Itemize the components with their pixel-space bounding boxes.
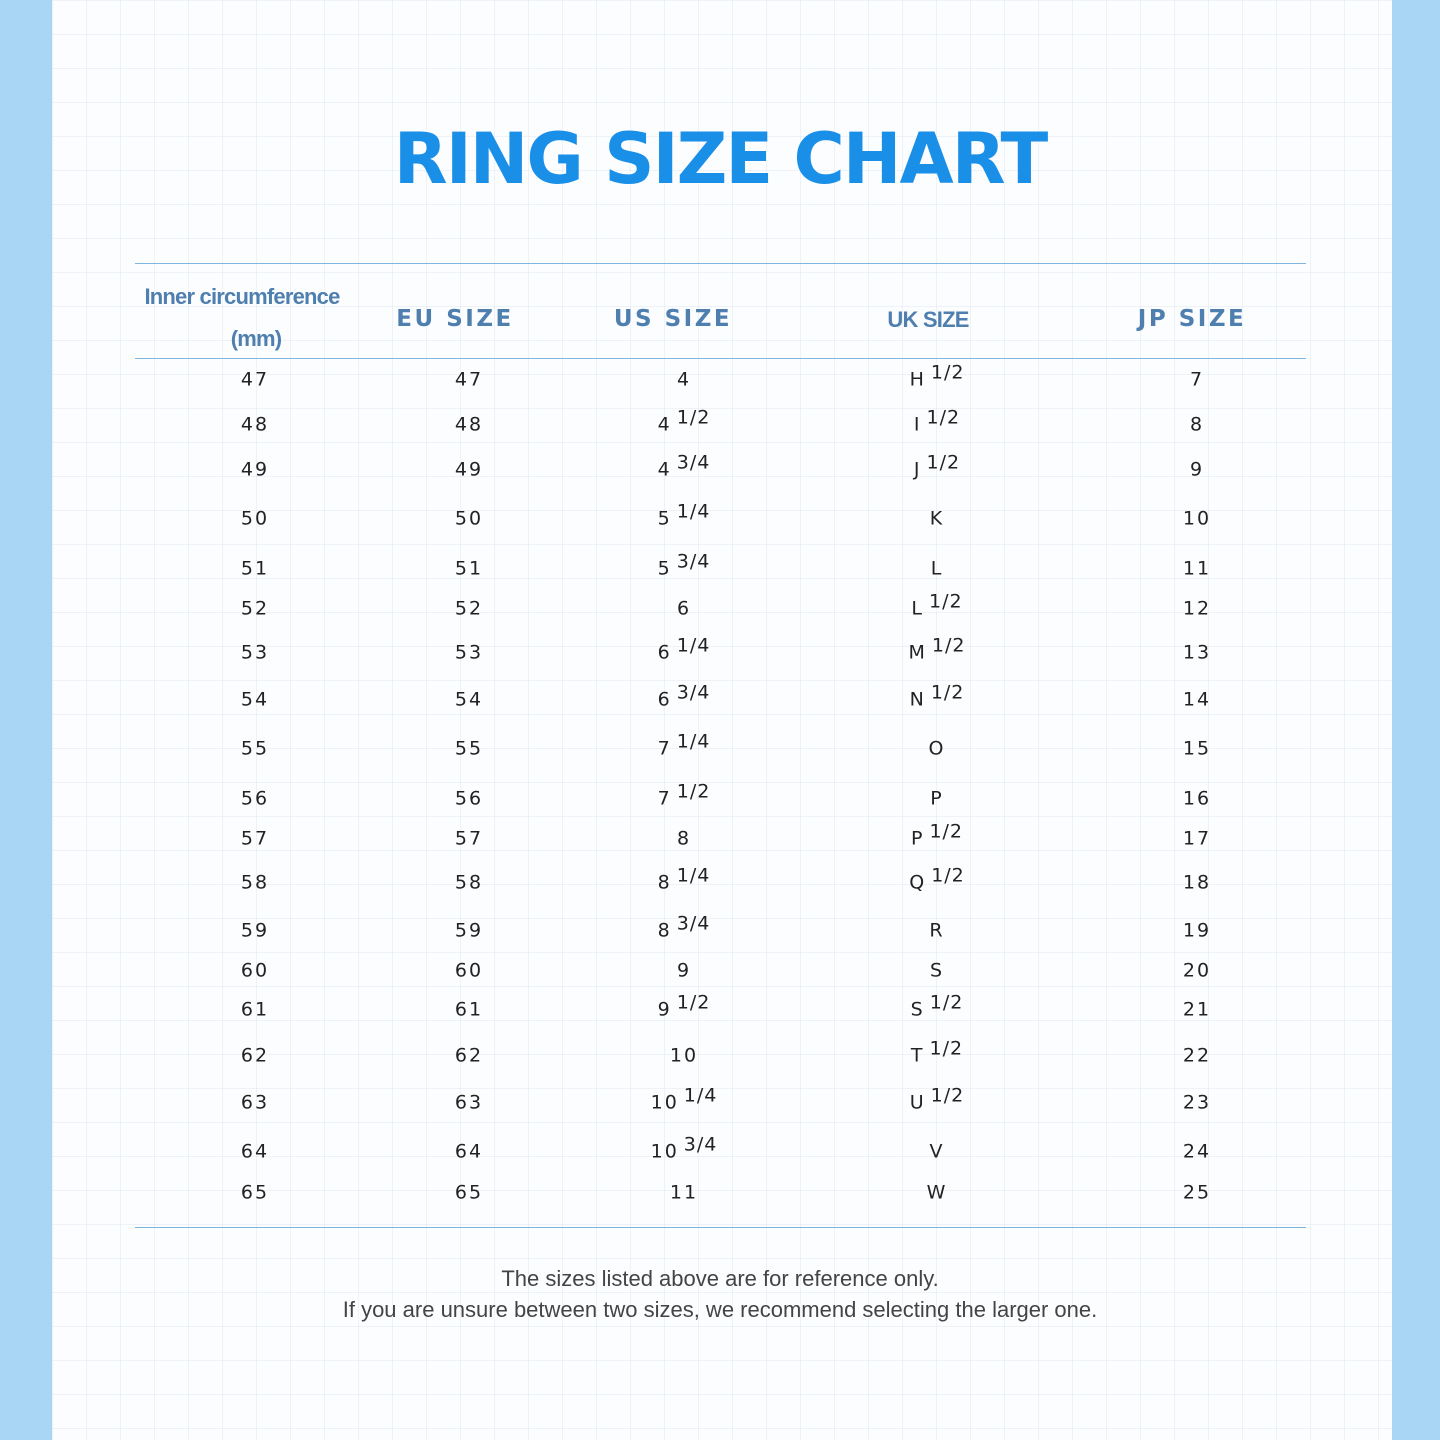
cell-jp: 10 — [1182, 507, 1212, 530]
cell-mm: 49 — [240, 458, 270, 481]
cell-mm: 59 — [240, 919, 270, 942]
cell-jp: 17 — [1182, 827, 1212, 850]
cell-jp: 8 — [1189, 413, 1205, 436]
cell-us: 7 1/2 — [657, 780, 711, 810]
cell-mm: 64 — [240, 1140, 270, 1163]
cell-mm: 50 — [240, 507, 270, 530]
cell-jp: 16 — [1182, 787, 1212, 810]
table-top-rule — [135, 263, 1306, 264]
cell-uk: U 1/2 — [909, 1084, 965, 1114]
cell-mm: 53 — [240, 641, 270, 664]
cell-us: 11 — [669, 1181, 699, 1204]
cell-eu: 64 — [454, 1140, 484, 1163]
cell-us: 4 3/4 — [657, 451, 711, 481]
cell-uk: Q 1/2 — [909, 864, 965, 894]
cell-uk: J 1/2 — [913, 451, 961, 481]
cell-mm: 56 — [240, 787, 270, 810]
cell-us: 9 1/2 — [657, 991, 711, 1021]
header-jp-size: JP SIZE — [1137, 306, 1247, 332]
cell-jp: 18 — [1182, 871, 1212, 894]
cell-eu: 62 — [454, 1044, 484, 1067]
cell-us: 10 — [669, 1044, 699, 1067]
cell-uk: P — [930, 787, 944, 810]
cell-jp: 9 — [1189, 458, 1205, 481]
cell-uk: W — [926, 1181, 948, 1204]
cell-mm: 65 — [240, 1181, 270, 1204]
chart-sheet — [52, 0, 1392, 1440]
cell-mm: 60 — [240, 959, 270, 982]
cell-mm: 54 — [240, 688, 270, 711]
cell-jp: 22 — [1182, 1044, 1212, 1067]
header-eu-size: EU SIZE — [396, 306, 514, 332]
cell-mm: 58 — [240, 871, 270, 894]
cell-jp: 24 — [1182, 1140, 1212, 1163]
cell-eu: 52 — [454, 597, 484, 620]
cell-uk: L 1/2 — [911, 590, 963, 620]
cell-jp: 11 — [1182, 557, 1212, 580]
cell-uk: T 1/2 — [910, 1037, 964, 1067]
cell-eu: 47 — [454, 368, 484, 391]
cell-uk: N 1/2 — [909, 681, 965, 711]
cell-eu: 57 — [454, 827, 484, 850]
cell-us: 4 1/2 — [657, 406, 711, 436]
cell-jp: 12 — [1182, 597, 1212, 620]
cell-uk: R — [929, 919, 945, 942]
cell-mm: 51 — [240, 557, 270, 580]
table-bottom-rule — [135, 1227, 1306, 1228]
cell-jp: 20 — [1182, 959, 1212, 982]
cell-eu: 58 — [454, 871, 484, 894]
cell-us: 5 3/4 — [657, 550, 711, 580]
cell-uk: P 1/2 — [910, 820, 964, 850]
footnote-recommendation: If you are unsure between two sizes, we recommend selecting the larger one. — [342, 1297, 1098, 1322]
cell-mm: 47 — [240, 368, 270, 391]
cell-eu: 53 — [454, 641, 484, 664]
cell-us: 6 3/4 — [657, 681, 711, 711]
cell-mm: 62 — [240, 1044, 270, 1067]
cell-uk: O — [928, 737, 946, 760]
cell-jp: 21 — [1182, 998, 1212, 1021]
header-us-size: US SIZE — [613, 306, 733, 332]
header-circumference: Inner circumference — [144, 284, 340, 309]
cell-uk: M 1/2 — [908, 634, 966, 664]
cell-us: 8 — [676, 827, 692, 850]
cell-eu: 63 — [454, 1091, 484, 1114]
cell-eu: 51 — [454, 557, 484, 580]
table-header-rule — [135, 358, 1306, 359]
cell-eu: 56 — [454, 787, 484, 810]
cell-uk: K — [929, 507, 945, 530]
header-uk-size: UK SIZE — [887, 307, 969, 332]
cell-mm: 57 — [240, 827, 270, 850]
cell-eu: 65 — [454, 1181, 484, 1204]
cell-uk: H 1/2 — [909, 361, 965, 391]
cell-us: 6 1/4 — [657, 634, 711, 664]
cell-jp: 19 — [1182, 919, 1212, 942]
cell-eu: 54 — [454, 688, 484, 711]
cell-us: 10 1/4 — [650, 1084, 718, 1114]
cell-jp: 13 — [1182, 641, 1212, 664]
cell-mm: 52 — [240, 597, 270, 620]
cell-eu: 60 — [454, 959, 484, 982]
cell-uk: V — [929, 1140, 945, 1163]
cell-mm: 55 — [240, 737, 270, 760]
cell-us: 10 3/4 — [650, 1133, 718, 1163]
cell-uk: L — [930, 557, 944, 580]
cell-eu: 50 — [454, 507, 484, 530]
cell-us: 6 — [676, 597, 692, 620]
footnote-reference: The sizes listed above are for reference only. — [501, 1266, 939, 1291]
cell-mm: 63 — [240, 1091, 270, 1114]
cell-uk: S 1/2 — [910, 991, 964, 1021]
page-title: RING SIZE CHART — [393, 118, 1047, 200]
cell-mm: 48 — [240, 413, 270, 436]
cell-us: 8 3/4 — [657, 912, 711, 942]
cell-us: 4 — [676, 368, 692, 391]
cell-uk: S — [929, 959, 945, 982]
cell-jp: 15 — [1182, 737, 1212, 760]
header-circumference-unit: (mm) — [230, 326, 282, 351]
cell-eu: 49 — [454, 458, 484, 481]
cell-us: 5 1/4 — [657, 500, 711, 530]
cell-us: 9 — [676, 959, 692, 982]
cell-eu: 61 — [454, 998, 484, 1021]
cell-eu: 48 — [454, 413, 484, 436]
cell-eu: 59 — [454, 919, 484, 942]
cell-jp: 23 — [1182, 1091, 1212, 1114]
cell-mm: 61 — [240, 998, 270, 1021]
cell-jp: 7 — [1189, 368, 1205, 391]
cell-jp: 14 — [1182, 688, 1212, 711]
cell-us: 8 1/4 — [657, 864, 711, 894]
cell-uk: I 1/2 — [913, 406, 961, 436]
cell-eu: 55 — [454, 737, 484, 760]
cell-jp: 25 — [1182, 1181, 1212, 1204]
cell-us: 7 1/4 — [657, 730, 711, 760]
